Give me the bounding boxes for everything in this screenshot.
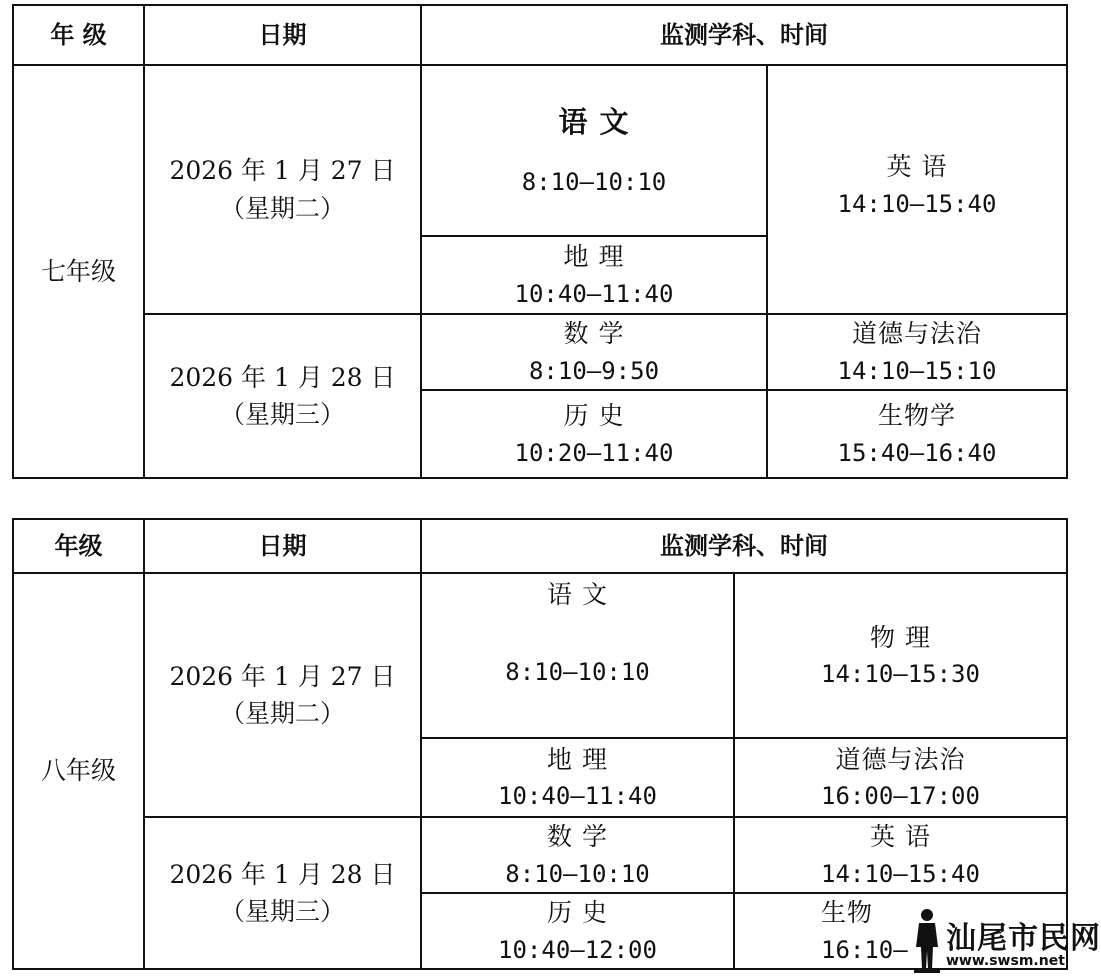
subject-name: 语 文	[558, 104, 630, 139]
header-grade: 年 级	[12, 4, 145, 66]
subject-time: 16:00—17:00	[821, 782, 980, 811]
subject-ethics	[766, 313, 1068, 391]
subject-chinese	[420, 572, 735, 739]
subject-history	[420, 892, 735, 970]
site-watermark	[912, 907, 1101, 973]
watermark-site-name: 汕尾市民网	[946, 921, 1101, 956]
grade-cell	[12, 64, 145, 479]
grade-label: 八年级	[40, 756, 116, 786]
subject-physics	[733, 572, 1068, 739]
subject-english	[733, 816, 1068, 894]
subject-ethics	[733, 737, 1068, 818]
date-cell-day1	[143, 64, 422, 315]
header-date: 日期	[143, 4, 422, 66]
subject-time: 10:40—11:40	[498, 782, 657, 811]
subject-name: 英 语	[886, 152, 948, 181]
subject-name: 物 理	[870, 622, 931, 652]
subject-geography	[420, 737, 735, 818]
subject-name: 数 学	[547, 822, 608, 852]
subject-name: 地 理	[563, 242, 625, 272]
watermark-url: www.swsm.net	[946, 953, 1065, 969]
date-cell-day2	[143, 313, 422, 479]
subject-time: 14:10—15:30	[821, 660, 980, 689]
subject-name: 历 史	[547, 898, 608, 928]
subject-english	[766, 64, 1068, 315]
date-cell-day2	[143, 816, 422, 970]
weekday-label: （星期二）	[219, 193, 345, 223]
subject-time: 8:10—9:50	[528, 356, 660, 385]
date-cell-day1	[143, 572, 422, 818]
date-label: 2026 年 1 月 27 日	[169, 156, 396, 185]
subject-geography	[420, 235, 768, 315]
subject-name: 生物	[821, 898, 874, 928]
subject-time: 8:10—10:10	[505, 859, 650, 888]
subject-name: 数 学	[563, 319, 625, 349]
header-subjects: 监测学科、时间	[420, 4, 1068, 66]
subject-biology	[766, 389, 1068, 479]
subject-time: 10:40—11:40	[514, 279, 674, 308]
subject-time: 14:10—15:40	[821, 859, 980, 888]
weekday-label: （星期二）	[219, 699, 345, 728]
subject-name: 语 文	[547, 580, 608, 609]
person-silhouette-icon	[912, 907, 942, 973]
subject-name: 地 理	[547, 744, 608, 774]
subject-math	[420, 816, 735, 894]
grade-label: 七年级	[40, 256, 116, 286]
date-label: 2026 年 1 月 28 日	[169, 362, 396, 392]
header-subjects: 监测学科、时间	[420, 518, 1068, 574]
date-label: 2026 年 1 月 27 日	[169, 661, 396, 691]
subject-time: 16:10—	[821, 935, 908, 964]
subject-time: 15:40—16:40	[837, 438, 997, 467]
subject-time: 14:10—15:10	[837, 356, 997, 385]
subject-chinese	[420, 64, 768, 237]
subject-name: 道德与法治	[851, 319, 982, 349]
weekday-label: （星期三）	[219, 400, 345, 429]
subject-name: 道德与法治	[835, 744, 966, 774]
subject-time: 8:10—10:10	[505, 657, 650, 686]
date-label: 2026 年 1 月 28 日	[169, 859, 396, 889]
subject-time: 10:20—11:40	[514, 438, 674, 467]
subject-time: 8:10—10:10	[521, 168, 667, 197]
subject-math	[420, 313, 768, 391]
subject-time: 14:10—15:40	[837, 189, 997, 218]
subject-name: 英 语	[870, 822, 931, 852]
weekday-label: （星期三）	[219, 897, 345, 926]
header-grade: 年级	[12, 518, 145, 574]
subject-name: 生物学	[877, 401, 956, 431]
header-date: 日期	[143, 518, 422, 574]
subject-time: 10:40—12:00	[498, 935, 657, 964]
subject-history	[420, 389, 768, 479]
subject-name: 历 史	[563, 401, 625, 431]
grade-cell	[12, 572, 145, 970]
